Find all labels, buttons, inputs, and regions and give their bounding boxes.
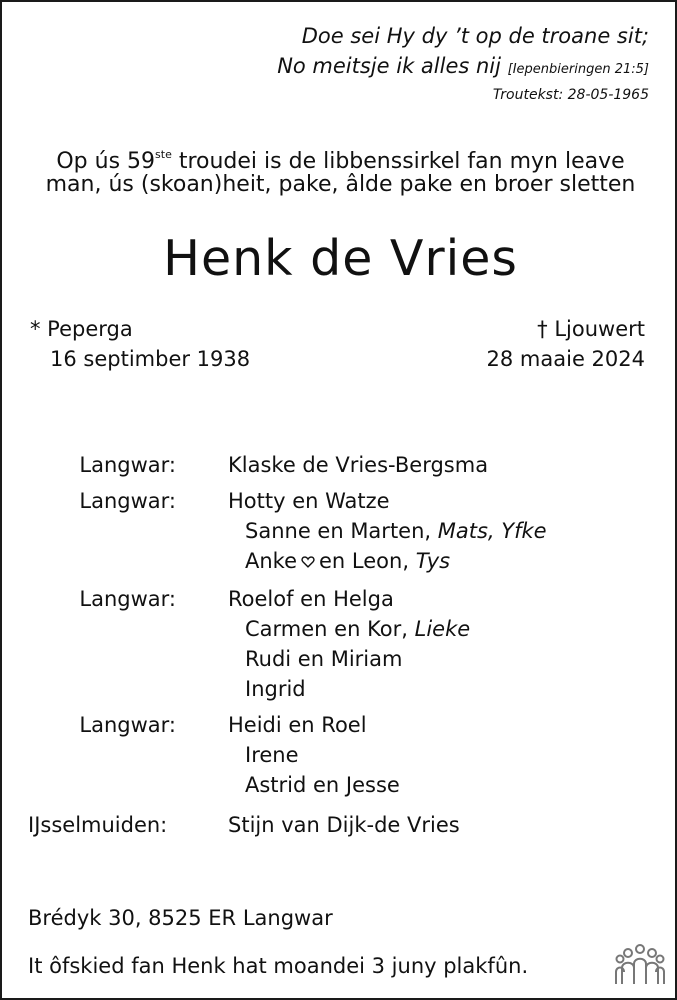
death-date: 28 maaie 2024: [486, 347, 645, 371]
grandchildren: Tys: [415, 549, 451, 573]
intro-text: Op ús 59: [56, 149, 156, 174]
verse-line-1: Doe sei Hy dy ’t op de troane sit;: [301, 24, 649, 48]
farewell-note: It ôfskied fan Henk hat moandei 3 juny plakfûn.: [28, 954, 529, 978]
family-place: Langwar:: [79, 489, 176, 513]
family-submember: Rudi en Miriam: [245, 647, 403, 671]
family-member: Stijn van Dijk-de Vries: [228, 813, 460, 837]
submember-text: Carmen en Kor,: [245, 617, 415, 641]
submember-text-cont: en Leon,: [319, 549, 416, 573]
verse-text: No meitsje ik alles nij: [277, 54, 501, 78]
intro-line-2: man, ús (skoan)heit, pake, âlde pake en broer sletten: [45, 172, 636, 197]
family-member: Heidi en Roel: [228, 713, 367, 737]
heart-icon: [301, 555, 315, 569]
deceased-name: Henk de Vries: [163, 230, 518, 287]
birth-date: 16 septimber 1938: [50, 347, 251, 371]
address: Brédyk 30, 8525 ER Langwar: [28, 906, 333, 930]
people-logo-icon: [615, 942, 665, 986]
submember-text: Anke: [245, 549, 298, 573]
birth-place: * Peperga: [30, 317, 133, 341]
family-member: Hotty en Watze: [228, 489, 390, 513]
family-submember: Astrid en Jesse: [245, 773, 400, 797]
family-place: IJsselmuiden:: [28, 813, 168, 837]
family-place: Langwar:: [79, 713, 176, 737]
family-place: Langwar:: [79, 453, 176, 477]
grandchildren: Lieke: [414, 617, 471, 641]
family-member: Roelof en Helga: [228, 587, 394, 611]
family-member: Klaske de Vries-Bergsma: [228, 453, 489, 477]
death-place: † Ljouwert: [537, 317, 645, 341]
family-submember: Irene: [245, 743, 299, 767]
verse-line-2: [277, 54, 649, 82]
family-submember: [245, 546, 450, 576]
family-submember: Ingrid: [245, 677, 306, 701]
family-submember: [245, 516, 547, 546]
troutekst: Troutekst: 28-05-1965: [492, 87, 649, 103]
verse-reference: [Iepenbieringen 21:5]: [507, 62, 649, 77]
intro-sup: ste: [155, 148, 172, 161]
intro-text-cont: troudei is de libbenssirkel fan myn leave: [171, 149, 625, 174]
submember-text: Sanne en Marten,: [245, 519, 438, 543]
grandchildren: Mats, Yfke: [437, 519, 547, 543]
family-submember: [245, 614, 470, 644]
family-place: Langwar:: [79, 587, 176, 611]
